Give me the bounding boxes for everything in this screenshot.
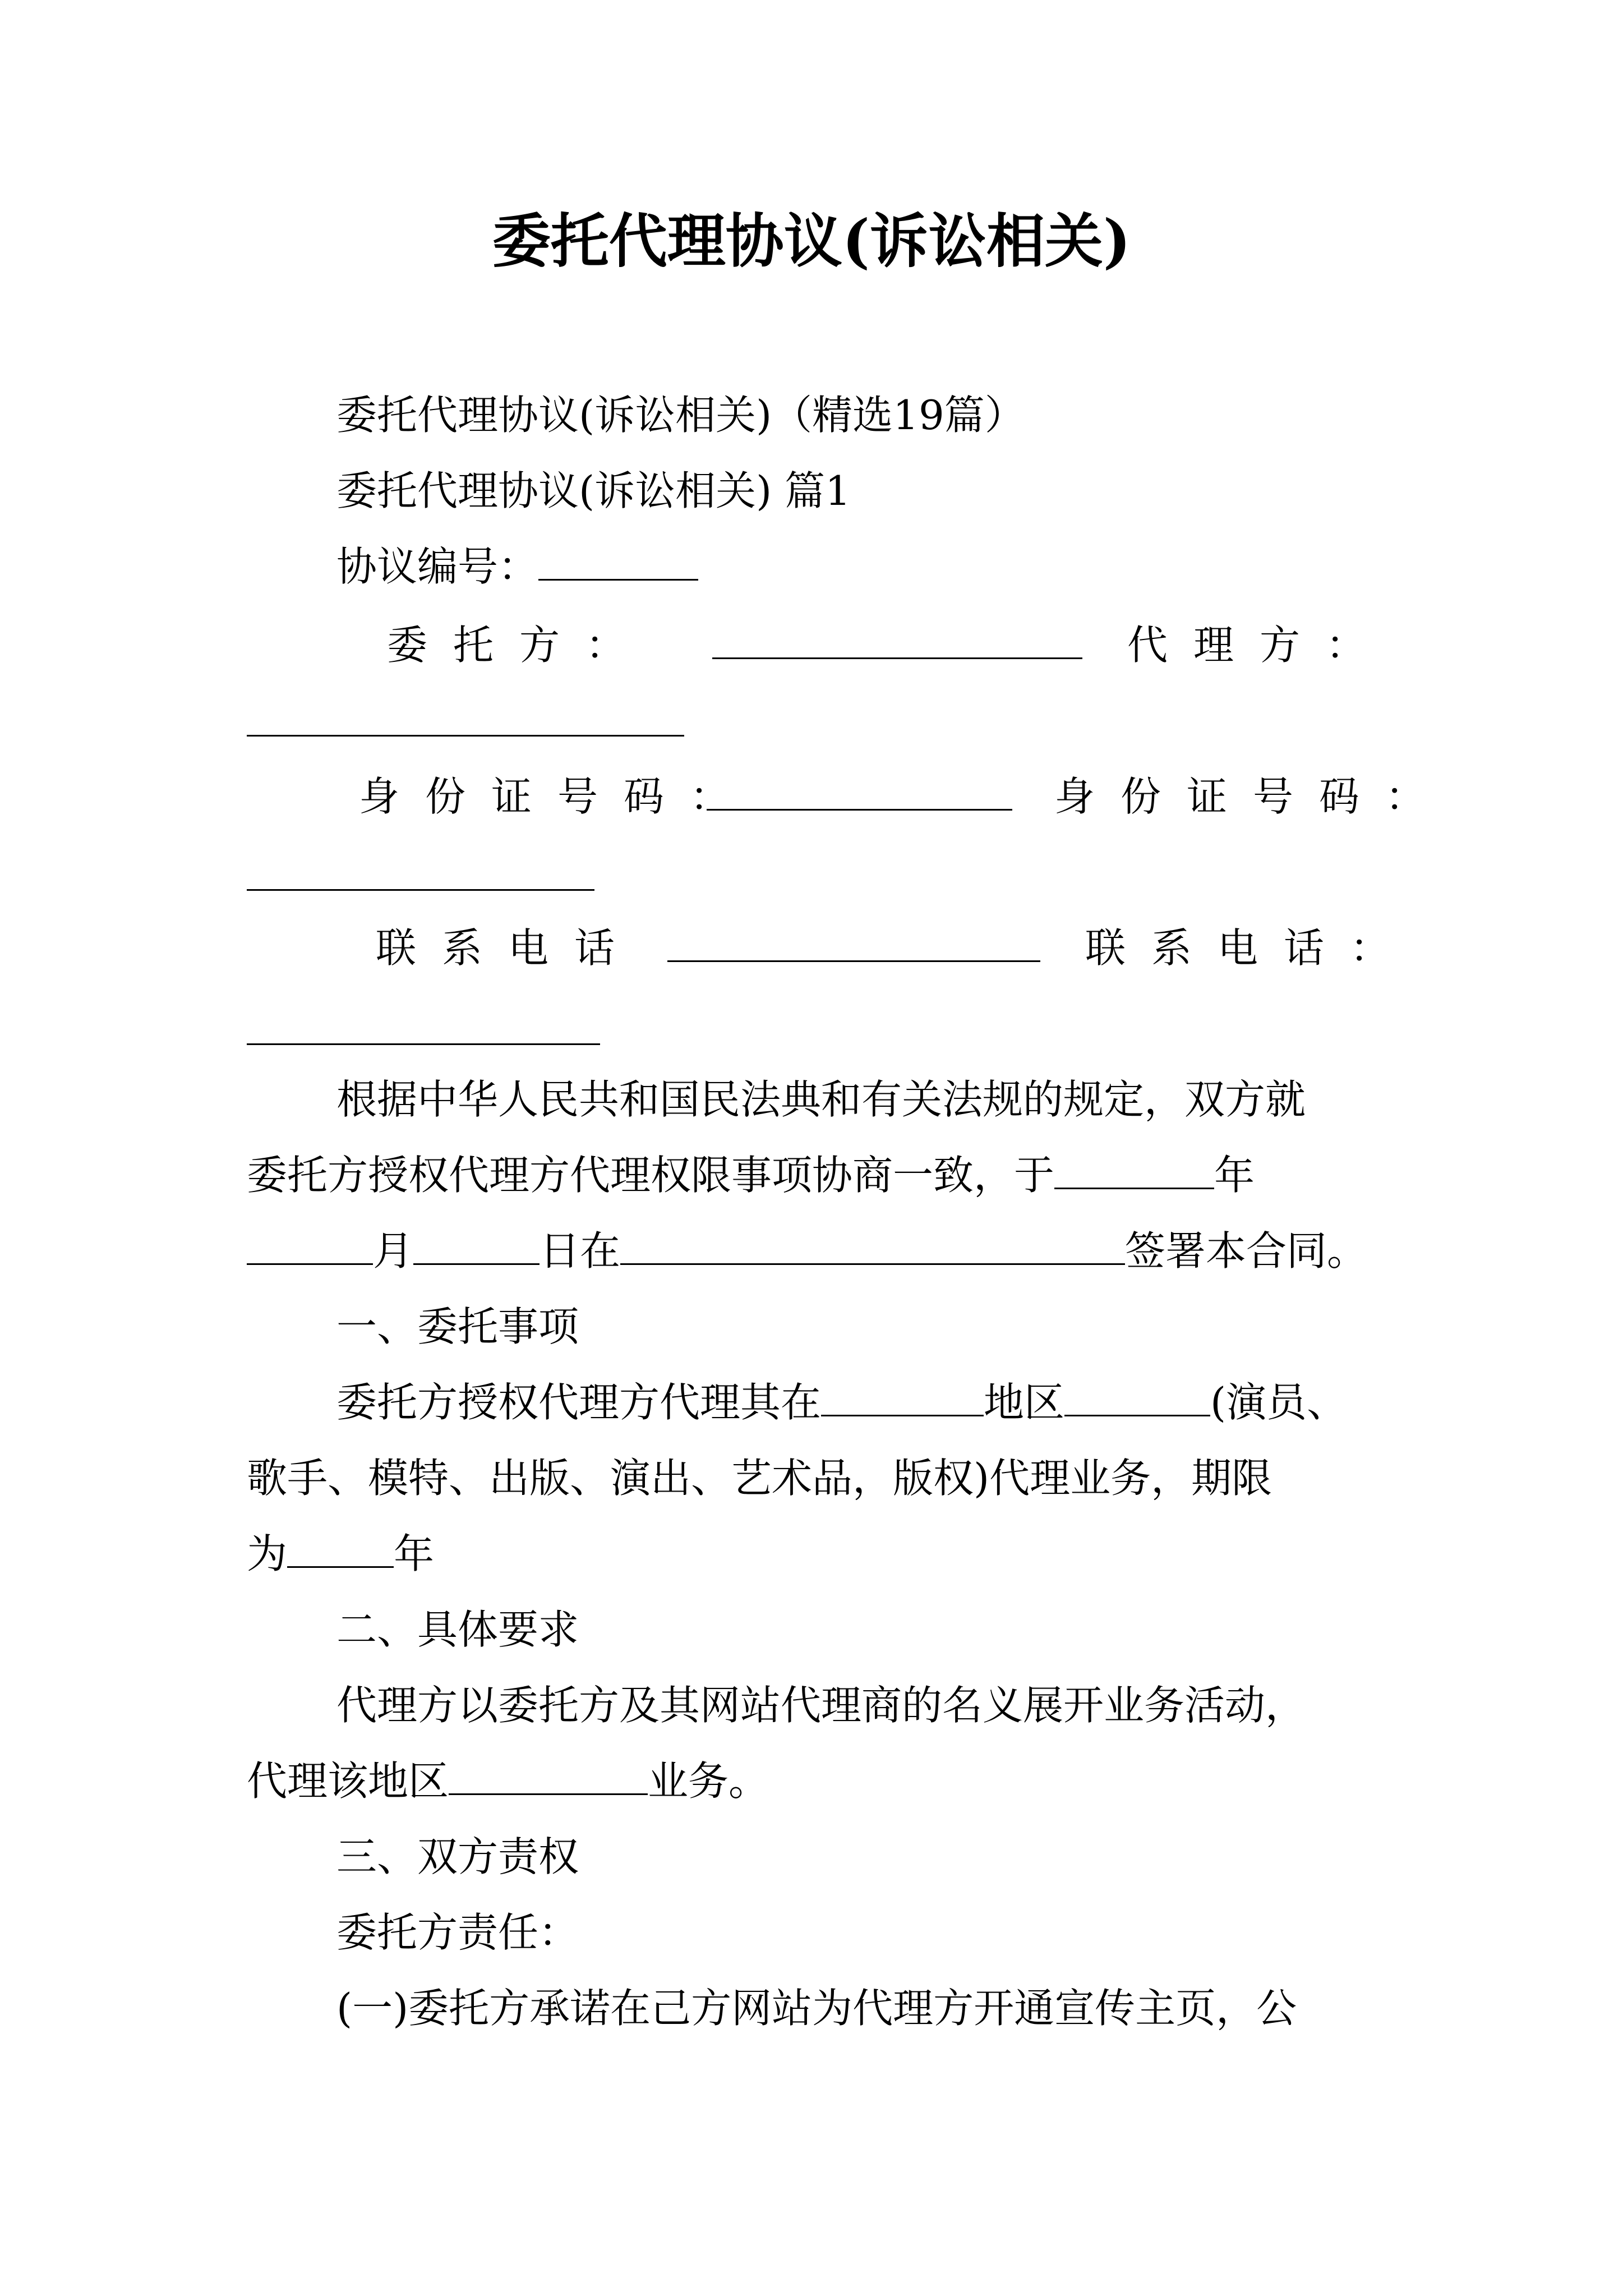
day-blank <box>413 1230 540 1265</box>
section-2-line-2 <box>247 1753 769 1809</box>
phone-a-blank-row <box>667 920 1040 976</box>
section-heading: 委托代理协议(诉讼相关) 篇1 <box>336 467 851 514</box>
day-location-label: 日在 <box>540 1227 621 1274</box>
id-a-blank-row <box>707 769 1012 825</box>
id-number-label-b: 身份证号码： <box>1054 773 1452 820</box>
intro-line-2 <box>247 1147 1255 1203</box>
phone-b-label-row <box>1085 920 1416 976</box>
section-3-subtitle: 委托方责任： <box>336 1909 579 1956</box>
location-blank <box>620 1230 1125 1265</box>
intro-line-2-text: 委托方授权代理方代理权限事项协商一致，于 <box>247 1152 1055 1199</box>
id-b-label-row <box>1054 769 1451 825</box>
month-blank <box>247 1230 373 1265</box>
section-1-line-1 <box>336 1374 1347 1430</box>
s1-term-prefix: 为 <box>247 1530 288 1577</box>
section-3-item-1: (一)委托方承诺在己方网站为代理方开通宣传主页，公 <box>336 1985 1297 2032</box>
party-a-blank <box>712 624 1082 659</box>
business-type-blank <box>1064 1381 1210 1416</box>
year-label: 年 <box>1214 1152 1255 1199</box>
party-b-label-row <box>1127 617 1392 673</box>
phone-blank-a <box>667 927 1040 962</box>
section-2-line-1: 代理方以委托方及其网站代理商的名义展开业务活动， <box>336 1682 1306 1729</box>
subtitle: 委托代理协议(诉讼相关)（精选19篇） <box>336 392 1025 439</box>
s1-term-suffix: 年 <box>394 1530 435 1577</box>
phone-a-label-row <box>376 920 640 976</box>
s1-text-a: 委托方授权代理方代理其在 <box>336 1379 822 1426</box>
section-1-line-3 <box>247 1526 434 1582</box>
phone-label-b: 联系电话： <box>1085 924 1417 972</box>
party-a-label: 委托方： <box>387 622 652 669</box>
agreement-number-blank <box>538 545 698 581</box>
party-a-label-row <box>387 617 652 673</box>
id-number-blank-a <box>707 775 1012 811</box>
section-3-title: 三、双方责权 <box>336 1833 579 1880</box>
s1-text-b: 地区 <box>984 1379 1065 1426</box>
party-a-blank-row <box>712 617 1082 673</box>
section-1-line-2: 歌手、模特、出版、演出、艺术品，版权)代理业务，期限 <box>247 1455 1272 1502</box>
agreement-number-row <box>336 539 698 595</box>
region-blank <box>821 1381 984 1416</box>
s2-text-b: 业务。 <box>648 1757 769 1805</box>
party-b-blank <box>247 735 684 737</box>
phone-label-a: 联系电话 <box>376 924 641 972</box>
agreement-number-label: 协议编号： <box>336 543 539 590</box>
term-years-blank <box>287 1533 394 1568</box>
s1-text-c: (演员、 <box>1210 1379 1348 1426</box>
business-blank <box>449 1760 648 1795</box>
s2-text-a: 代理该地区 <box>247 1757 449 1805</box>
section-2-title: 二、具体要求 <box>336 1606 579 1653</box>
month-label: 月 <box>373 1227 414 1274</box>
document-title: 委托代理协议(诉讼相关) <box>492 206 1131 275</box>
intro-line-1: 根据中华人民共和国民法典和有关法规的规定，双方就 <box>336 1076 1306 1123</box>
year-blank <box>1054 1154 1214 1189</box>
id-number-label-a: 身份证号码： <box>359 773 757 820</box>
intro-line-3 <box>247 1223 1367 1279</box>
party-b-label: 代理方： <box>1127 622 1393 669</box>
section-1-title: 一、委托事项 <box>336 1303 579 1350</box>
id-a-label-row <box>359 769 756 825</box>
id-number-blank-b <box>247 889 594 891</box>
signing-text: 签署本合同。 <box>1125 1227 1368 1274</box>
phone-blank-b <box>247 1043 600 1045</box>
